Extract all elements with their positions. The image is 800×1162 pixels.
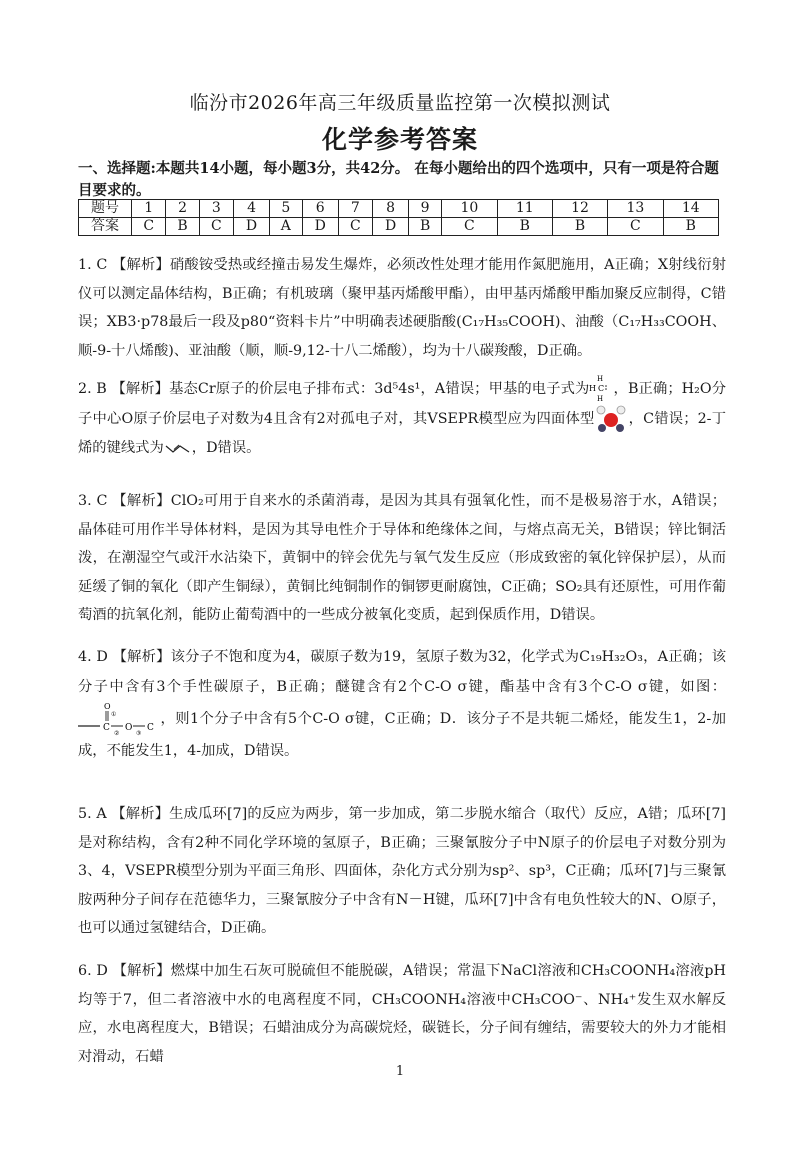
answer-cell: B [663, 218, 718, 236]
ester-carbon: C [103, 723, 110, 733]
answer-cell: B [497, 218, 552, 236]
hydrogen-sphere [597, 406, 605, 414]
answer-row [79, 218, 719, 236]
explanation-q4-part2: ，则1个分子中含有5个C-O σ键，C正确；D．该分子不是共轭二烯烃，能发生1，2-加成，不能发生1，4-加成，D错误。 [78, 711, 726, 759]
methyl-h-top: H [597, 375, 604, 383]
row-label-answer: 答案 [79, 218, 132, 236]
answer-table [78, 199, 719, 236]
answer-cell: C [442, 218, 497, 236]
explanation-q4 [78, 642, 726, 766]
ester-oxygen: O [125, 723, 133, 733]
question-number: 5 [270, 200, 303, 218]
explanation-q2-part2: ，B正确；H₂O分子中心O原子价层电子对数为4且含有2对孤电子对，其VSEPR模型应为四面体型 [78, 381, 726, 427]
answer-cell: C [338, 218, 372, 236]
lone-pair-sphere [616, 424, 624, 432]
answer-cell: C [132, 218, 166, 236]
explanation-q2 [78, 374, 726, 463]
question-number: 4 [234, 200, 270, 218]
question-number: 12 [552, 200, 607, 218]
methyl-c: C [598, 384, 605, 393]
explanation-q5: 5. A 【解析】生成瓜环[7]的反应为两步，第一步加成，第二步脱水缩合（取代）反应，A错；瓜环[7]是对称结构，含有2种不同化学环境的氢原子，B正确；三聚氰胺分子中N原子的价层电子对数分别为3、4，VSEPR模型分别为平面三角形、四面体，杂化方式分别为sp²、sp³，C正确；瓜环[7]与三聚氰胺两种分子间存在范德华力，三聚氰胺分子中含有N－H键，瓜环[7]中含有电负性较大的N、O原子，也可以通过氢键结合，D正确。 [78, 806, 726, 936]
methyl-electron-dot [606, 388, 608, 390]
explanation-q2-part1: 2. B 【解析】基态Cr原子的价层电子排布式：3d⁵4s¹，A错误；甲基的电子式为 [78, 381, 590, 397]
question-number: 8 [373, 200, 409, 218]
subject-title: 化学参考答案 [321, 125, 478, 154]
answer-cell: D [373, 218, 409, 236]
question-number: 1 [132, 200, 166, 218]
lone-pair-sphere [598, 424, 606, 432]
exam-title: 临汾市2026年高三年级质量监控第一次模拟测试 [189, 92, 611, 114]
section-instruction: 一、选择题:本题共14小题，每小题3分，共42分。 在每小题给出的四个选项中，只有一项是符合题目要求的。 [78, 160, 719, 199]
row-label-number: 题号 [79, 200, 132, 218]
2-butene-skeletal-formula-figure [164, 441, 192, 455]
water-vsepr-model-figure [594, 404, 628, 434]
question-number: 13 [608, 200, 663, 218]
answer-cell: C [608, 218, 663, 236]
ester-label-1: ① [111, 711, 117, 718]
explanation-q2-part4: ，D错误。 [191, 440, 261, 456]
ester-label-3: ③ [136, 730, 142, 736]
explanation-q3: 3. C 【解析】ClO₂可用于自来水的杀菌消毒，是因为其具有强氧化性，而不是极易溶于水，A错误；晶体硅可用作半导体材料，是因为其导电性介于导体和绝缘体之间，与熔点高无关，B错误；锌比铜活泼，在潮湿空气或汗水沾染下，黄铜中的锌会优先与氧气发生反应（形成致密的氧化锌保护层），从而延缓了铜的氧化（即产生铜绿），黄铜比纯铜制作的铜锣更耐腐蚀，C正确；SO₂具有还原性，可用作葡萄酒的抗氧化剂，能防止葡萄酒中的一些成分被氧化变质，起到保质作用，D错误。 [78, 493, 726, 623]
explanation-q6: 6. D 【解析】燃煤中加生石灰可脱硫但不能脱碳，A错误；常温下NaCl溶液和CH₃COONH₄溶液pH均等于7，但二者溶液中水的电离程度不同，CH₃COONH₄溶液中CH₃COO⁻、NH₄⁺发生双水解反应，水电离程度大，B错误；石蜡油成分为高碳烷烃，碳链长，分子间有缠结，需要较大的外力才能相对滑动，石蜡 [78, 963, 726, 1065]
explanation-q4-part1: 4. D 【解析】该分子不饱和度为4，碳原子数为19，氢原子数为32，化学式为C₁₉H₃₂O₃，A正确；该分子中含有3个手性碳原子，B正确；醚键含有2个C-O σ键，酯基中含有3个C-O σ键，如图： [78, 649, 726, 695]
ester-sigma-bond-figure [78, 702, 160, 736]
ester-right-carbon: C [147, 723, 154, 733]
page-number: 1 [395, 1064, 405, 1079]
methyl-electron-dot [606, 385, 608, 387]
question-number: 14 [663, 200, 718, 218]
oxygen-sphere [604, 413, 618, 427]
hydrogen-sphere [617, 406, 625, 414]
methyl-h-left: H [589, 384, 597, 393]
answer-cell: D [302, 218, 338, 236]
question-number: 11 [497, 200, 552, 218]
methyl-h-bottom: H [597, 395, 604, 403]
ester-label-2: ② [114, 730, 120, 736]
question-number-row [79, 200, 719, 218]
answer-cell: A [270, 218, 303, 236]
methyl-electron-formula-figure [589, 374, 613, 404]
question-number: 7 [338, 200, 372, 218]
answer-cell: B [409, 218, 442, 236]
question-number: 6 [302, 200, 338, 218]
answer-cell: B [552, 218, 607, 236]
answer-cell: B [166, 218, 199, 236]
explanation-q1: 1. C 【解析】硝酸铵受热或经撞击易发生爆炸，必须改性处理才能用作氮肥施用，A正确；X射线衍射仪可以测定晶体结构，B正确；有机玻璃（聚甲基丙烯酸甲酯），由甲基丙烯酸甲酯加聚反应制得，C错误；XB3·p78最后一段及p80“资料卡片”中明确表述硬脂酸(C₁₇H₃₅COOH)、油酸（C₁₇H₃₃COOH、顺-9-十八烯酸)、亚油酸（顺，顺-9,12-十八二烯酸），均为十八碳羧酸，D正确。 [78, 257, 726, 359]
question-number: 10 [442, 200, 497, 218]
ester-carbonyl-oxygen: O [104, 702, 111, 711]
question-number: 2 [166, 200, 199, 218]
answer-cell: D [234, 218, 270, 236]
explanation-q2-part3: ，C错误；2-丁烯的键线式为 [78, 411, 726, 456]
answer-cell: C [199, 218, 233, 236]
question-number: 3 [199, 200, 233, 218]
question-number: 9 [409, 200, 442, 218]
